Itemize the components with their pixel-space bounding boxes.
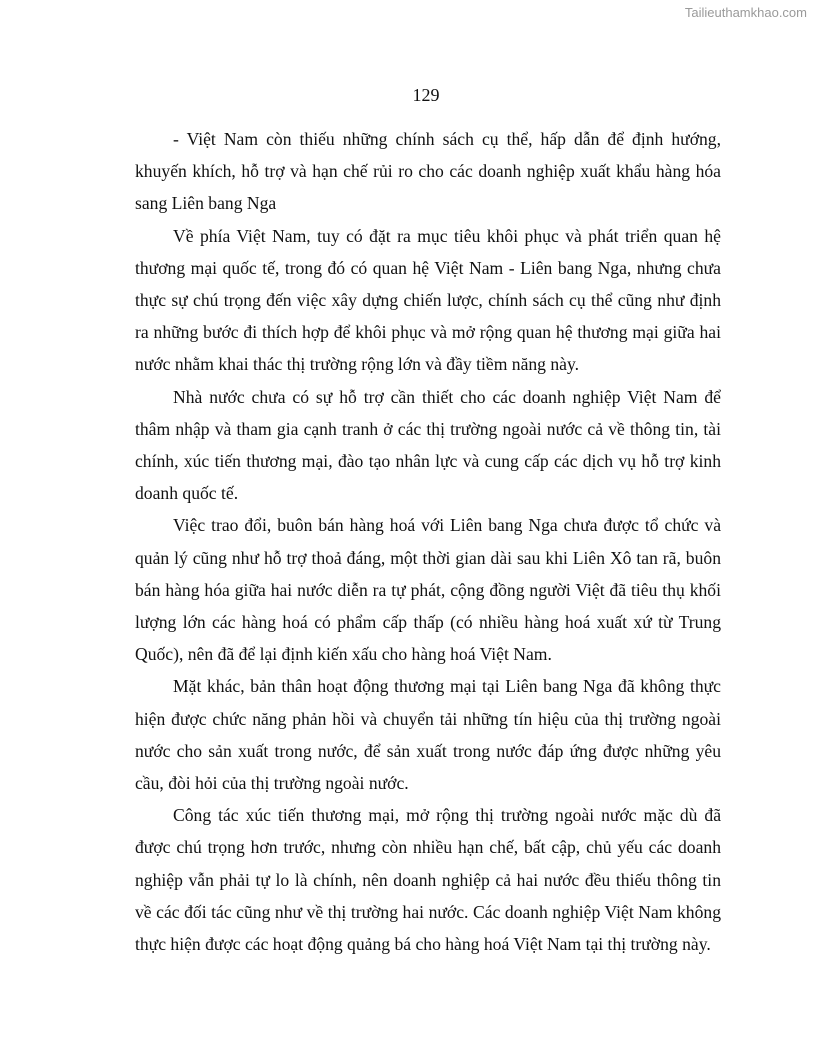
paragraph: Nhà nước chưa có sự hỗ trợ cần thiết cho các doanh nghiệp Việt Nam để thâm nhập và tham gia cạnh tranh ở các thị trường ngoài nước cả về thông tin, tài chính, xúc tiến thương mại, đào tạo nhân lực và cung cấp các dịch vụ hỗ trợ kinh doanh quốc tế. bbox=[135, 386, 721, 504]
paragraph: Công tác xúc tiến thương mại, mở rộng thị trường ngoài nước mặc dù đã được chú trọng hơn trước, nhưng còn nhiều hạn chế, bất cập, chủ yếu các doanh nghiệp vẫn phải tự lo là chính, nên doanh nghiệp cả hai nước đều thiếu thông tin về các đối tác cũng như về thị trường hai nước. Các doanh nghiệp Việt Nam không thực hiện được các hoạt động quảng bá cho hàng hoá Việt Nam tại thị trường này. bbox=[135, 805, 721, 955]
paragraph: - Việt Nam còn thiếu những chính sách cụ thể, hấp dẫn để định hướng, khuyến khích, hỗ trợ và hạn chế rủi ro cho các doanh nghiệp xuất khẩu hàng hóa sang Liên bang Nga bbox=[135, 129, 721, 214]
paragraph: Mặt khác, bản thân hoạt động thương mại tại Liên bang Nga đã không thực hiện được chức năng phản hồi và chuyển tải những tín hiệu của thị trường ngoài nước cho sản xuất trong nước, để sản xuất trong nước đáp ứng được những yêu cầu, đòi hỏi của thị trường ngoài nước. bbox=[135, 676, 721, 794]
watermark: Tailieuthamkhao.com bbox=[684, 5, 807, 20]
paragraph: Về phía Việt Nam, tuy có đặt ra mục tiêu khôi phục và phát triển quan hệ thương mại quốc tế, trong đó có quan hệ Việt Nam - Liên bang Nga, nhưng chưa thực sự chú trọng đến việc xây dựng chiến lược, chính sách cụ thể cũng như định ra những bước đi thích hợp để khôi phục và mở rộng quan hệ thương mại giữa hai nước nhằm khai thác thị trường rộng lớn và đầy tiềm năng này. bbox=[135, 225, 721, 375]
paragraph: Việc trao đổi, buôn bán hàng hoá với Liên bang Nga chưa được tổ chức và quản lý cũng như hỗ trợ thoả đáng, một thời gian dài sau khi Liên Xô tan rã, buôn bán hàng hóa giữa hai nước diễn ra tự phát, cộng đồng người Việt đã tiêu thụ khối lượng lớn các hàng hoá có phẩm cấp thấp (có nhiều hàng hoá xuất xứ từ Trung Quốc), nên đã để lại định kiến xấu cho hàng hoá Việt Nam. bbox=[135, 515, 721, 665]
page-number: 129 bbox=[412, 85, 440, 105]
document-body bbox=[135, 123, 721, 960]
